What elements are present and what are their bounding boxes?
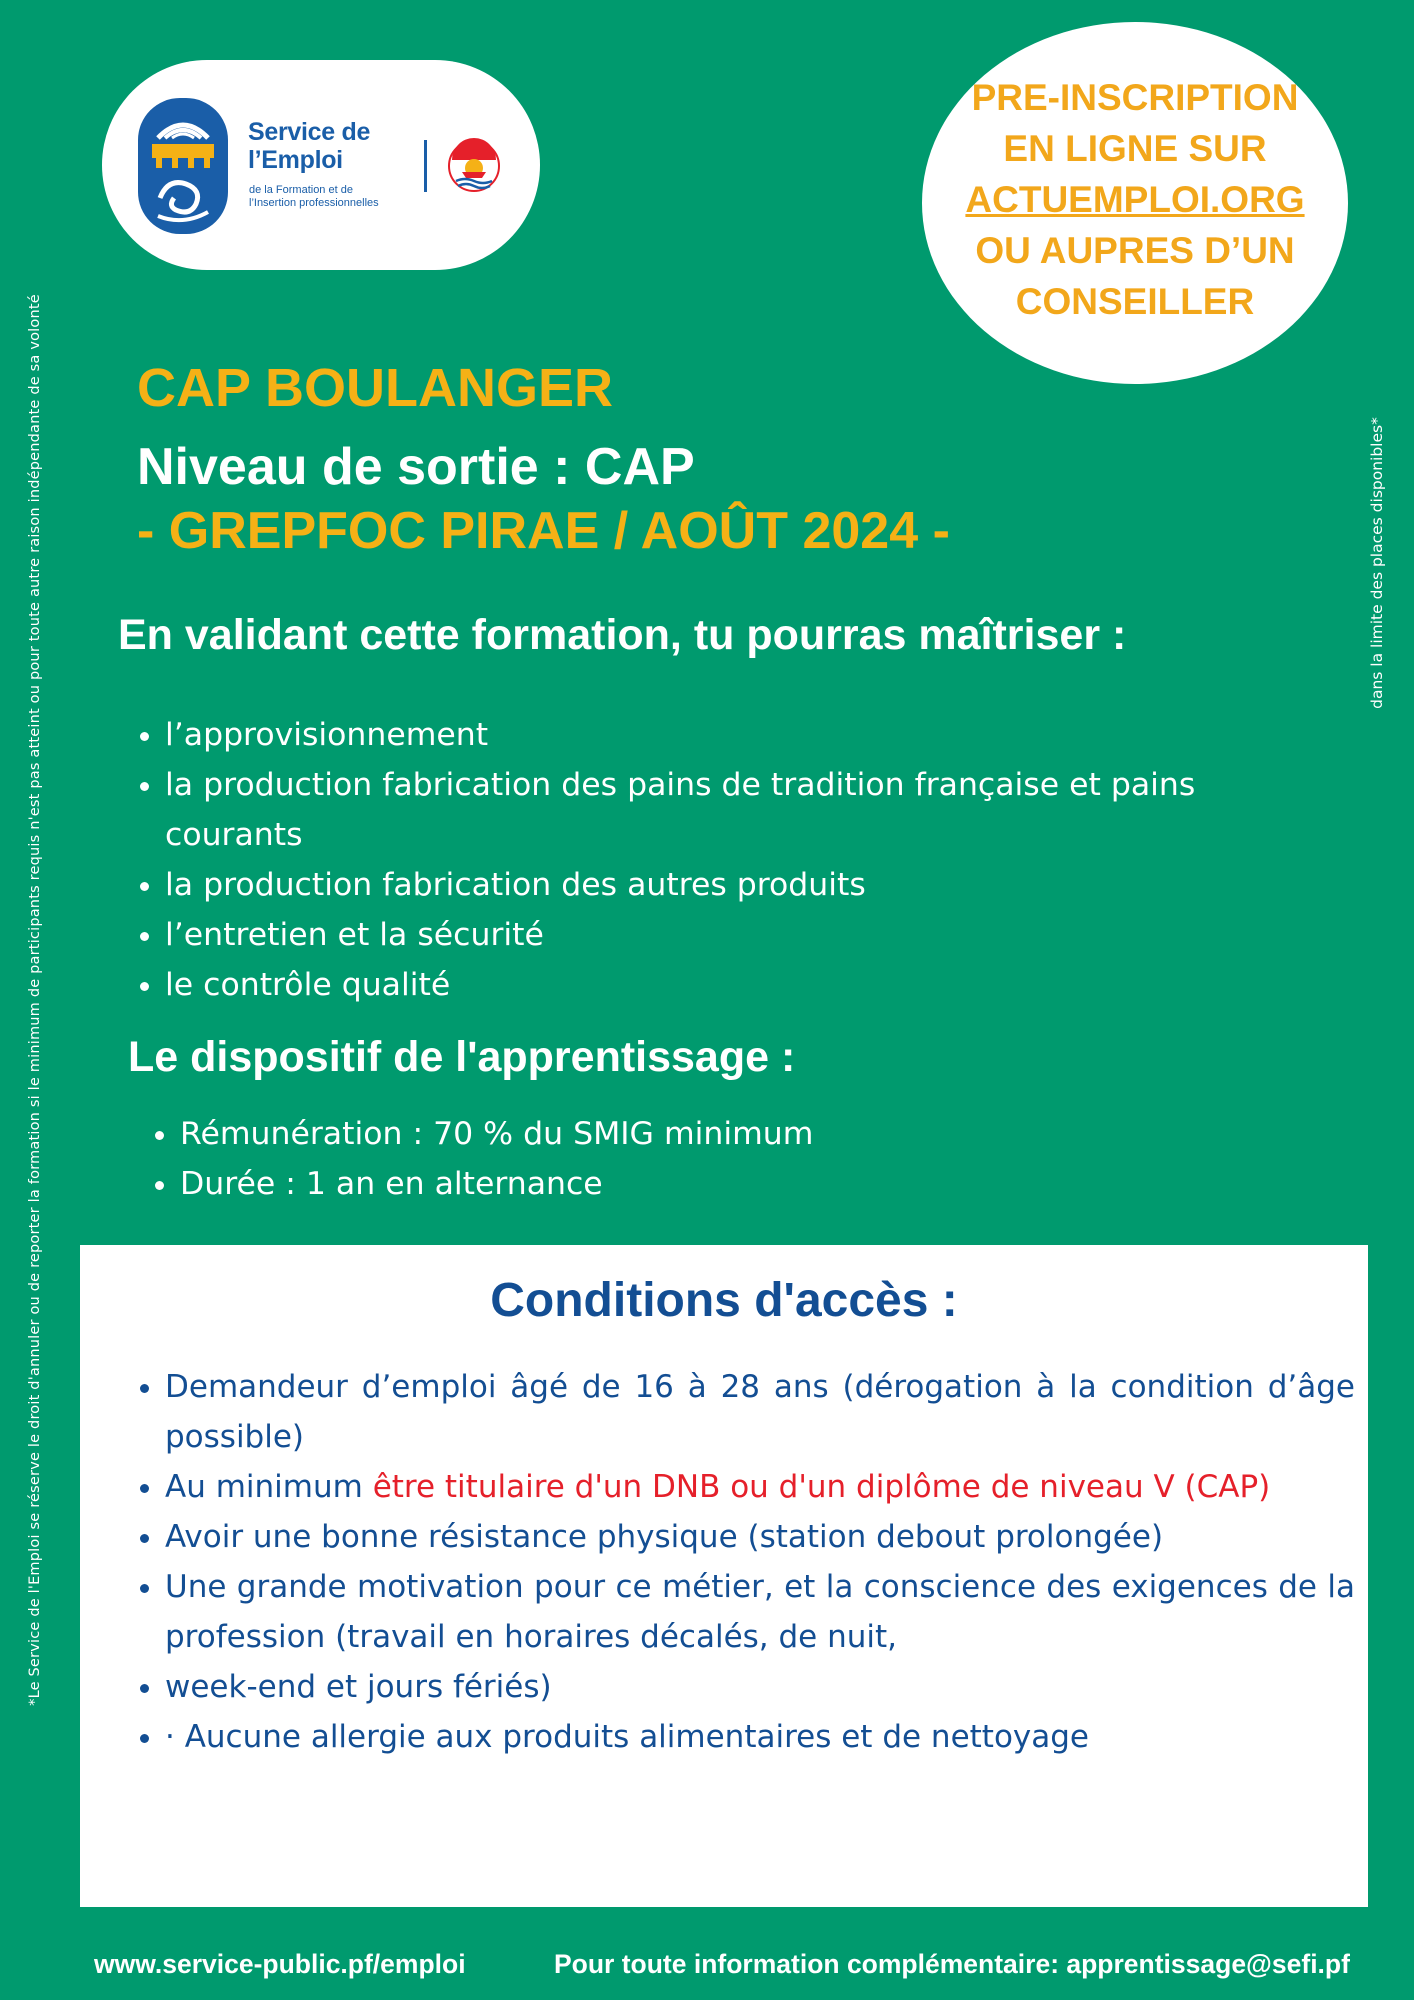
list-item: • week-end et jours fériés) [165,1662,1355,1712]
service-emploi-logo-icon [138,98,228,234]
skills-heading: En validant cette formation, tu pourras maîtriser : [118,611,1127,659]
conditions-heading: Conditions d'accès : [490,1274,958,1327]
list-item [165,1462,1355,1512]
preinscription-bubble [922,22,1348,384]
list-item: • Avoir une bonne résistance physique (station debout prolongée) [165,1512,1355,1562]
website-link[interactable]: www.service-public.pf/emploi [94,1949,466,1979]
preinscription-line1: PRE-INSCRIPTION [971,76,1299,118]
apprenticeship-heading: Le dispositif de l'apprentissage : [128,1033,796,1081]
preinscription-line2: EN LIGNE SUR [1003,127,1267,169]
list-item: • Une grande motivation pour ce métier, et la conscience des exigences de la profession (travail en horaires décalés, de nuit, [165,1562,1355,1662]
conditions-list [130,1362,1355,1762]
session-info: - GREPFOC PIRAE / AOÛT 2024 - [137,502,950,560]
condition-prefix: Au minimum [165,1469,373,1505]
logo-subtitle: de la Formation et de l’Insertion professionnelles [249,184,379,209]
availability-note: dans la limite des places disponibles* [1368,417,1386,709]
logo-title: Service de l’Emploi [248,118,371,174]
polynesia-emblem-icon [448,138,500,194]
diploma-requirement: être titulaire d'un DNB ou d'un diplôme de niveau V (CAP) [372,1469,1271,1505]
exit-level: Niveau de sortie : CAP [137,438,695,496]
preinscription-line5: CONSEILLER [1015,280,1255,322]
list-item: • l’entretien et la sécurité [165,910,1285,960]
list-item: • Demandeur d’emploi âgé de 16 à 28 ans (dérogation à la condition d’âge possible) [165,1362,1355,1462]
actuemploi-link[interactable]: ACTUEMPLOI.ORG [965,178,1305,220]
list-item: • la production fabrication des pains de tradition française et pains courants [165,760,1285,860]
apprenticeship-list [145,1109,1180,1209]
disclaimer-note: *Le Service de l'Emploi se réserve le droit d'annuler ou de reporter la formation si le minimum de participants requis n'est pas atteint ou pour toute autre raison indépendante de sa volonté [27,294,43,1706]
list-item: • le contrôle qualité [165,960,1285,1010]
skills-list [130,710,1285,1010]
list-item: • l’approvisionnement [165,710,1285,760]
list-item: • Rémunération : 70 % du SMIG minimum [180,1109,1180,1159]
logo-divider [424,140,427,192]
list-item: • Durée : 1 an en alternance [180,1159,1180,1209]
list-item: • la production fabrication des autres produits [165,860,1285,910]
contact-info: Pour toute information complémentaire: apprentissage@sefi.pf [554,1949,1350,1979]
list-item: • · Aucune allergie aux produits alimentaires et de nettoyage [165,1712,1355,1762]
preinscription-line4: OU AUPRES D’UN [975,229,1295,271]
page-title: CAP BOULANGER [137,358,614,418]
